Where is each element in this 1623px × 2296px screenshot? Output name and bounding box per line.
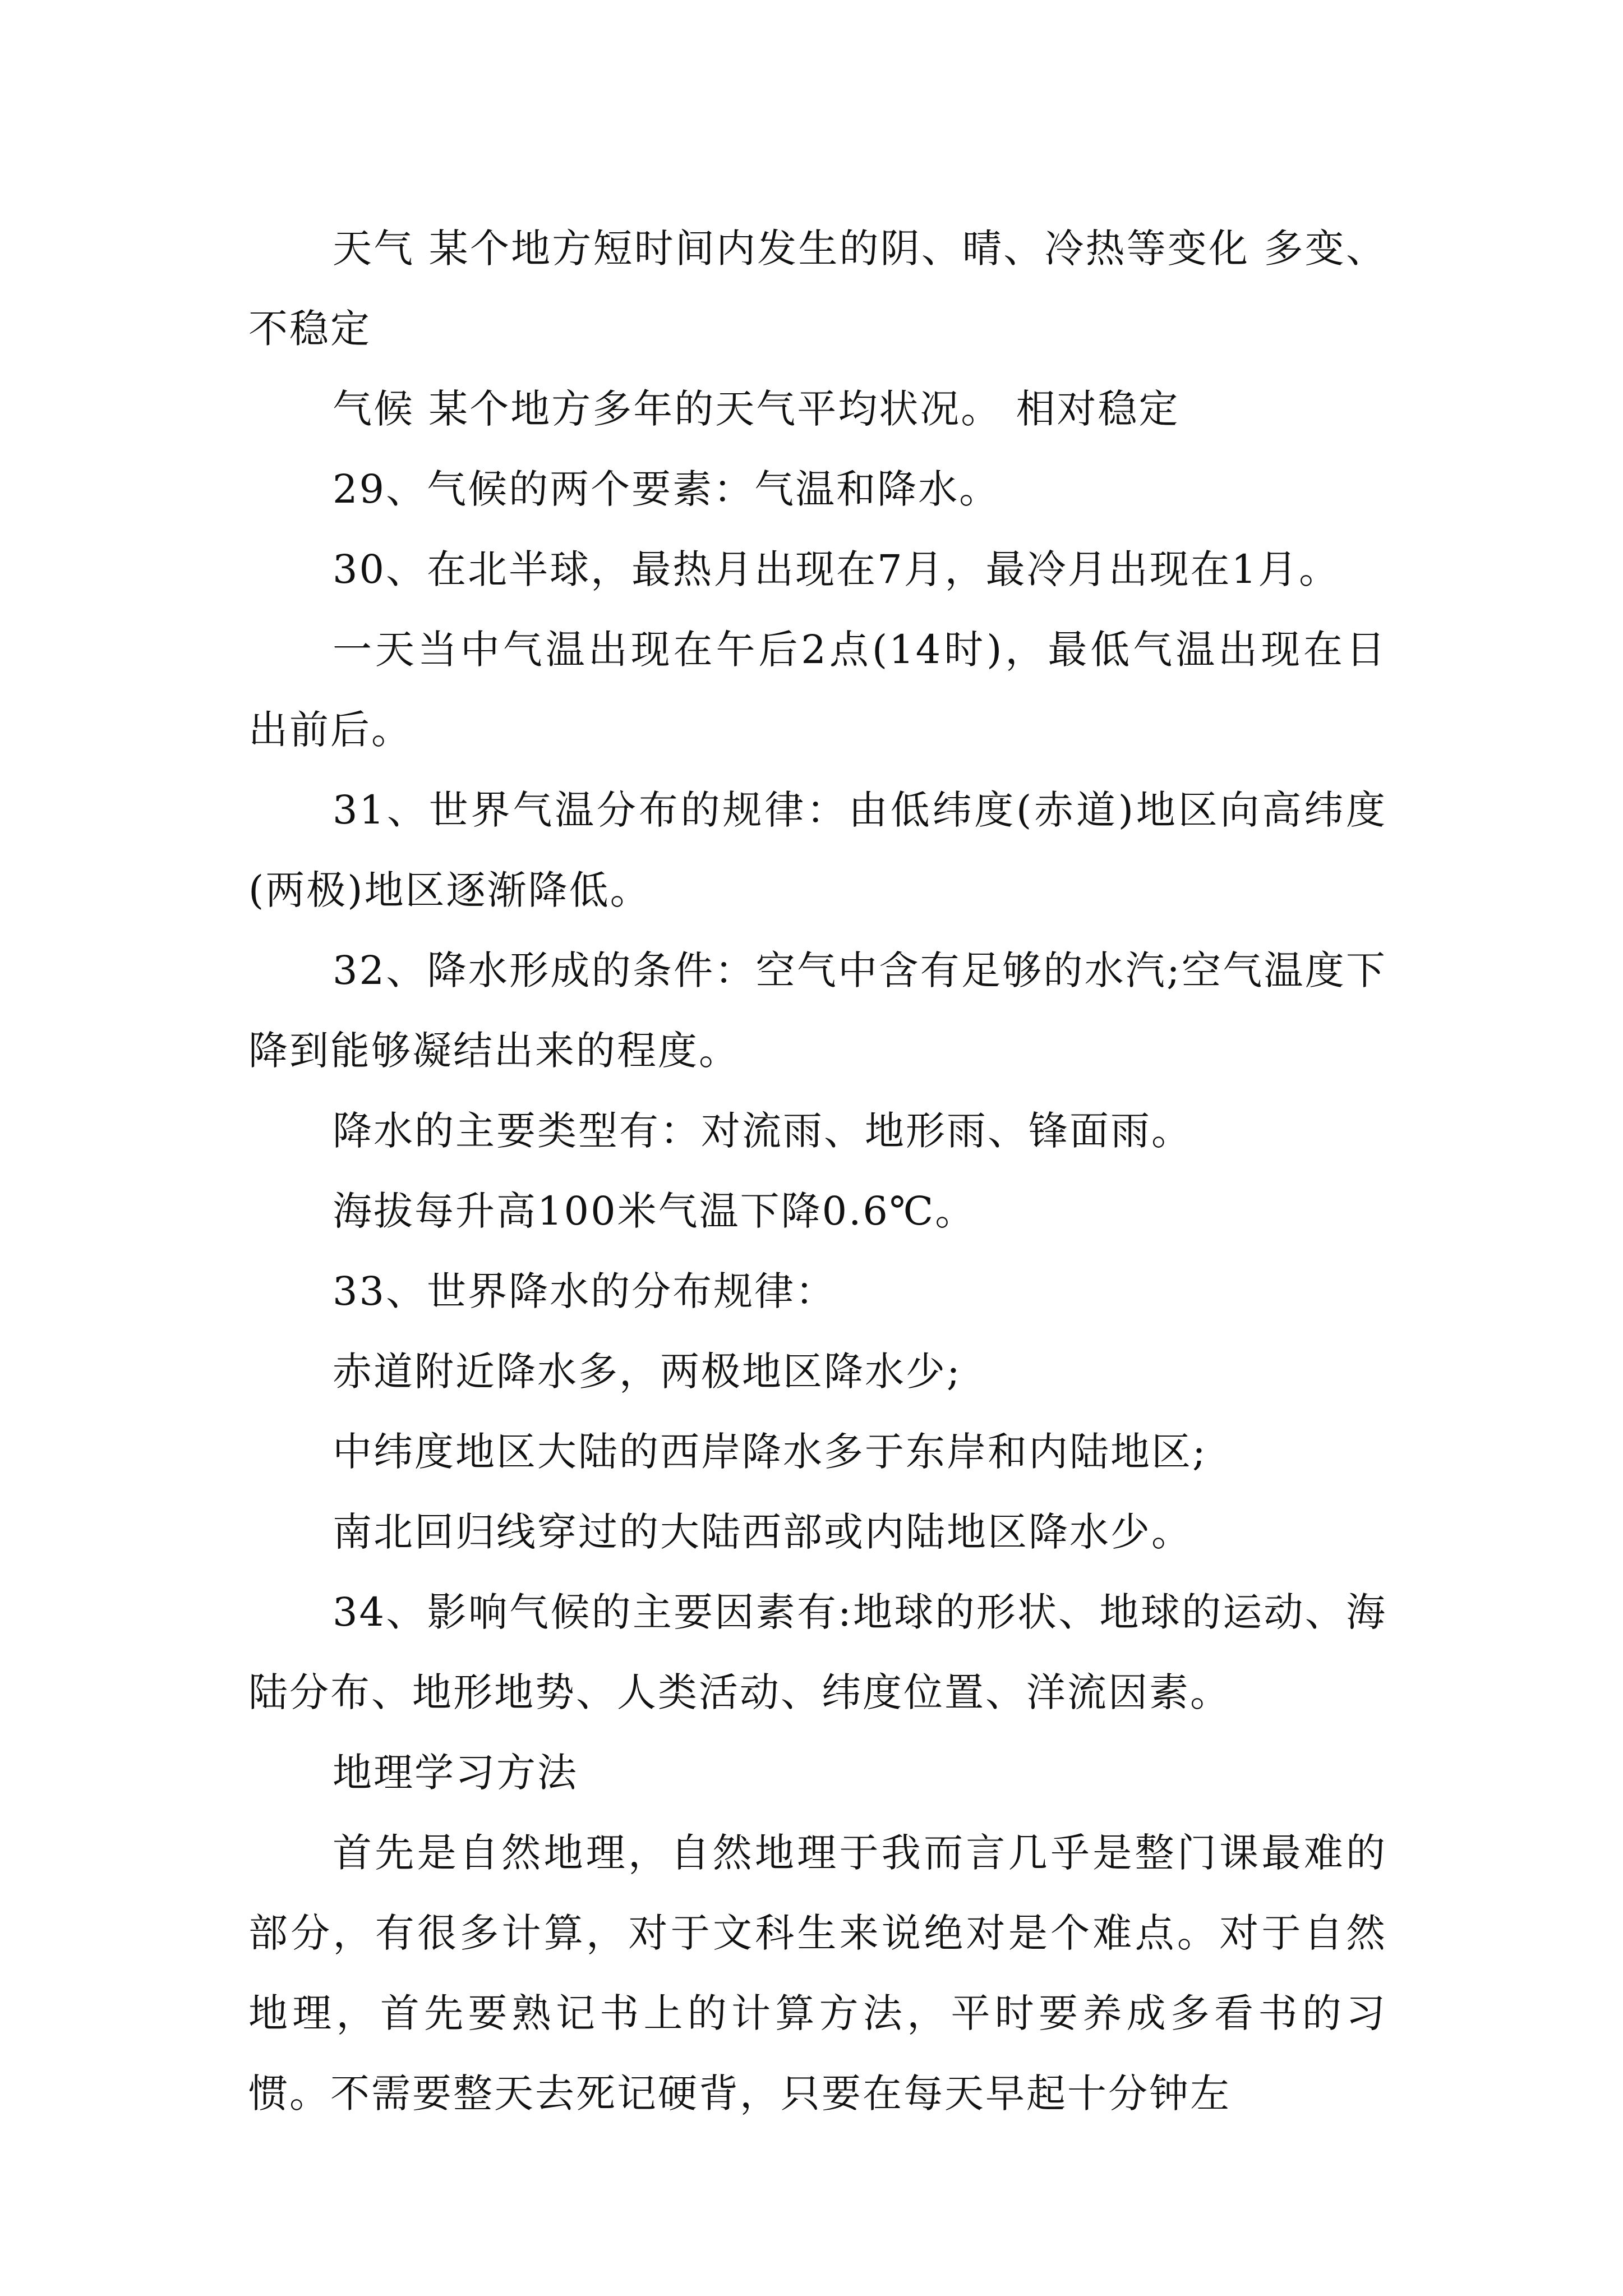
paragraph-equator-rain: 赤道附近降水多，两极地区降水少; [333,1349,962,1395]
paragraph-tropic-rain: 南北回归线穿过的大陆西部或内陆地区降水少。 [333,1509,1192,1555]
document-body [248,209,1387,2134]
paragraph-31: 31、世界气温分布的规律：由低纬度(赤道)地区向高纬度(两极)地区逐渐降低。 [248,787,1387,913]
paragraph-34: 34、影响气候的主要因素有:地球的形状、地球的运动、海陆分布、地形地势、人类活动、纬度位置、洋流因素。 [248,1589,1387,1715]
paragraph-climate-definition: 气候 某个地方多年的天气平均状况。 相对稳定 [333,386,1180,432]
paragraph-32: 32、降水形成的条件：空气中含有足够的水汽;空气温度下降到能够凝结出来的程度。 [248,947,1387,1074]
paragraph-30: 30、在北半球，最热月出现在7月，最冷月出现在1月。 [333,546,1340,592]
paragraph-altitude-temperature: 海拔每升高100米气温下降0.6℃。 [333,1188,976,1234]
paragraph-33: 33、世界降水的分布规律： [333,1268,837,1314]
section-heading-study-method: 地理学习方法 [333,1750,578,1796]
paragraph-29: 29、气候的两个要素：气温和降水。 [333,466,1000,512]
paragraph-daily-temperature: 一天当中气温出现在午后2点(14时)，最低气温出现在日出前后。 [248,627,1387,753]
paragraph-mid-latitude-rain: 中纬度地区大陆的西岸降水多于东岸和内陆地区; [333,1429,1207,1475]
paragraph-natural-geography: 首先是自然地理，自然地理于我而言几乎是整门课最难的部分，有很多计算，对于文科生来说绝对是个难点。对于自然地理，首先要熟记书上的计算方法，平时要养成多看书的习惯。不需要整天去死记硬背，只要在每天早起十分钟左 [248,1830,1387,2116]
paragraph-weather-definition: 天气 某个地方短时间内发生的阴、晴、冷热等变化 多变、不稳定 [248,226,1387,352]
paragraph-precipitation-types: 降水的主要类型有：对流雨、地形雨、锋面雨。 [333,1108,1192,1154]
